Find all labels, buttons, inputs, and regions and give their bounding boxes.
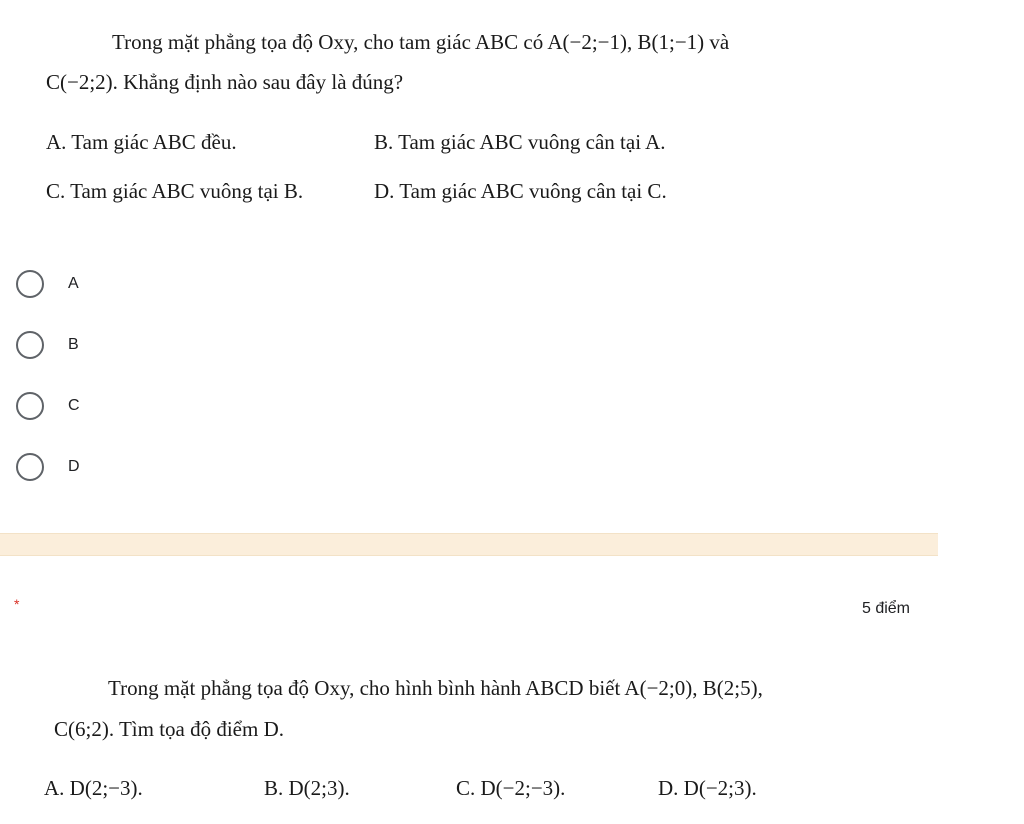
points-label: 5 điểm xyxy=(861,600,910,617)
question-2-choice-d: D. D(−2;3). xyxy=(658,776,757,800)
question-2-choice-a: A. D(2;−3). xyxy=(44,776,143,800)
question-2-text-line2: C(6;2). Tìm tọa độ điểm D. xyxy=(54,717,285,741)
radio-circle[interactable] xyxy=(16,392,44,420)
section-divider xyxy=(0,533,938,556)
question-1-choice-a: A. Tam giác ABC đều. xyxy=(46,130,237,154)
question-1-text-line2: C(−2;2). Khẳng định nào sau đây là đúng? xyxy=(46,70,404,94)
radio-option-b[interactable] xyxy=(16,327,79,363)
question-2-choice-b: B. D(2;3). xyxy=(264,776,350,800)
radio-option-c[interactable] xyxy=(16,388,80,424)
question-1-choice-c: C. Tam giác ABC vuông tại B. xyxy=(46,179,304,203)
radio-circle[interactable] xyxy=(16,270,44,298)
radio-option-label: D xyxy=(68,458,80,475)
radio-circle[interactable] xyxy=(16,331,44,359)
question-2-text-line1: Trong mặt phẳng tọa độ Oxy, cho hình bình hành ABCD biết A(−2;0), B(2;5), xyxy=(108,676,763,700)
radio-circle[interactable] xyxy=(16,453,44,481)
question-2-choice-c: C. D(−2;−3). xyxy=(456,776,566,800)
question-1-image xyxy=(0,0,940,220)
question-1-text-line1: Trong mặt phẳng tọa độ Oxy, cho tam giác ABC có A(−2;−1), B(1;−1) và xyxy=(112,30,730,54)
question-1-choice-b: B. Tam giác ABC vuông cân tại A. xyxy=(374,130,666,154)
radio-option-d[interactable] xyxy=(16,449,80,485)
radio-option-label: B xyxy=(68,336,79,353)
radio-option-label: C xyxy=(68,397,80,414)
radio-option-label: A xyxy=(68,275,79,292)
question-1-choice-d: D. Tam giác ABC vuông cân tại C. xyxy=(374,179,667,203)
required-asterisk: * xyxy=(14,596,20,612)
radio-option-a[interactable] xyxy=(16,266,79,302)
